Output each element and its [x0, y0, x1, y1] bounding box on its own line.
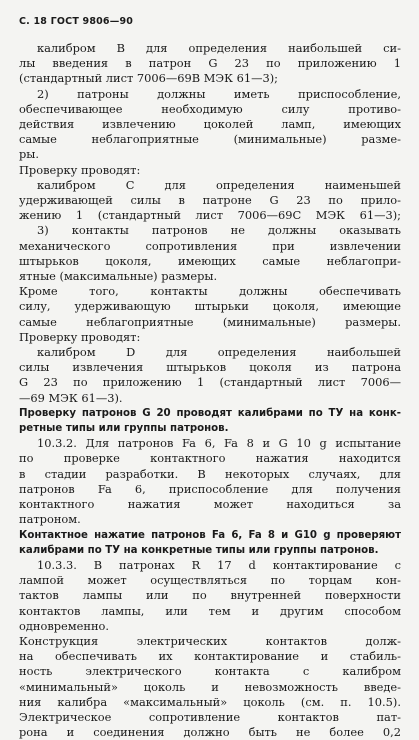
text-line: лы введения в патрон G 23 по приложению 1: [19, 56, 401, 71]
note-line: ретные типы или группы патронов.: [19, 423, 229, 435]
text-line: по проверке контактного нажатия находится: [19, 451, 401, 466]
text-line: одновременно.: [19, 618, 110, 633]
text-line: силу, удерживающую штырьки цоколя, имеющие: [19, 299, 401, 314]
text-line: калибром В для определения наибольшей си-: [37, 41, 401, 55]
text-line: на обеспечивать их контактирование и стабиль-: [19, 649, 401, 664]
document-body: [19, 41, 401, 740]
text-line: G 23 по приложению 1 (стандартный лист 7006—: [19, 375, 401, 390]
text-line: механического сопротивления при извлечении: [19, 238, 401, 253]
text-line: ность электрического контакта с калибром: [19, 664, 401, 679]
text-line: в стадии разработки. В некоторых случаях, для: [19, 466, 401, 481]
text-line: действия извлечению цоколей ламп, имеющих: [19, 117, 401, 132]
page-header: С. 18 ГОСТ 9806—90: [19, 16, 134, 27]
text-line: 10.3.3. В патронах R 17 d контактирование с: [37, 557, 401, 572]
text-line: ния калибра «максимальный» цоколь (см. п. 10.5).: [19, 694, 401, 709]
text-line: самые неблагоприятные (минимальные) разме-: [19, 132, 401, 147]
text-line: калибром D для определения наибольшей: [37, 345, 401, 360]
text-line: контактов лампы, или тем и другим способом: [19, 603, 401, 618]
text-line: самые неблагоприятные (минимальные) размеры.: [19, 314, 401, 329]
text-line: калибром С для определения наименьшей: [37, 177, 401, 192]
note-line: Контактное нажатие патронов Fa 6, Fa 8 и G10 g проверяют: [19, 529, 401, 541]
text-line: Кроме того, контакты должны обеспечивать: [19, 284, 401, 299]
text-line: ры.: [19, 147, 39, 162]
text-line: силы извлечения штырьков цоколя из патрона: [19, 360, 401, 375]
note-line: Проверку патронов G 20 проводят калибрами по ТУ на конк-: [19, 407, 401, 419]
text-line: Проверку проводят:: [19, 162, 141, 177]
text-line: Конструкция электрических контактов долж-: [19, 633, 401, 648]
text-line: контактного нажатия может находиться за: [19, 497, 401, 512]
text-line: лампой может осуществляться по торцам кон-: [19, 573, 401, 588]
text-line: Проверку проводят:: [19, 329, 141, 344]
text-line: патронов Fa 6, приспособление для получения: [19, 481, 401, 496]
text-line: (стандартный лист 7006—69В МЭК 61—3);: [19, 71, 278, 86]
text-line: Электрическое сопротивление контактов пат-: [19, 709, 401, 724]
text-line: рона и соединения должно быть не более 0,2: [19, 725, 401, 740]
text-line: 3) контакты патронов не должны оказывать: [37, 223, 401, 238]
note-line: калибрами по ТУ на конкретные типы или группы патронов.: [19, 544, 379, 556]
text-line: «минимальный» цоколь и невозможность введе-: [19, 679, 401, 694]
text-line: ятные (максимальные) размеры.: [19, 269, 218, 284]
text-line: удерживающей силы в патроне G 23 по прило-: [19, 193, 401, 208]
text-line: обеспечивающее необходимую силу противо-: [19, 101, 401, 116]
text-line: жению 1 (стандартный лист 7006—69С МЭК 61—3);: [19, 208, 401, 223]
text-line: 10.3.2. Для патронов Fa 6, Fa 8 и G 10 g испытание: [37, 436, 401, 451]
text-line: 2) патроны должны иметь приспособление,: [37, 86, 401, 101]
text-line: —69 МЭК 61—3).: [19, 390, 123, 405]
text-line: тактов лампы или по внутренней поверхности: [19, 588, 401, 603]
text-line: патроном.: [19, 512, 81, 527]
text-line: штырьков цоколя, имеющих самые неблагопри-: [19, 253, 401, 268]
